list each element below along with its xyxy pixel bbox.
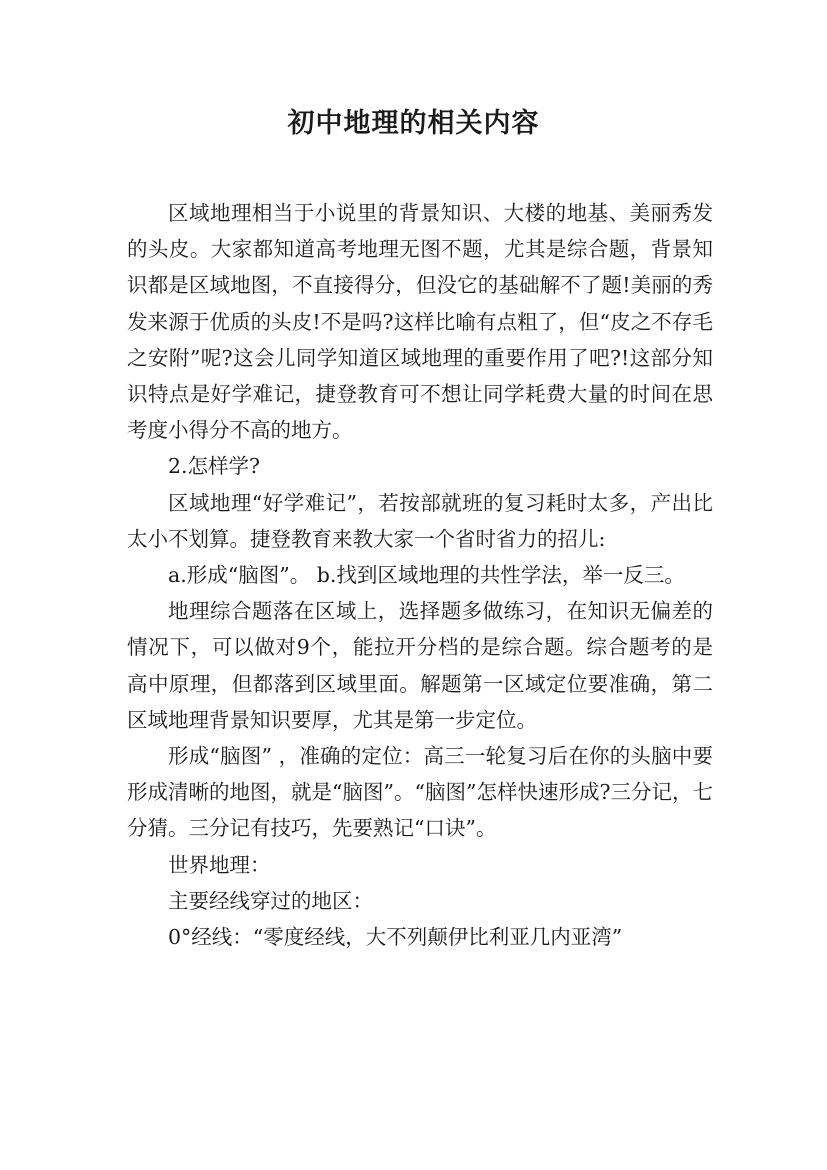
paragraph-world-geography-heading: 世界地理：: [168, 852, 271, 877]
paragraph-prime-meridian: 0°经线：“零度经线，大不列颠伊比利亚几内亚湾”: [168, 925, 623, 950]
paragraph-main-meridians-heading: 主要经线穿过的地区：: [168, 888, 373, 913]
paragraph-mind-map: 形成“脑图” ，准确的定位：高三一轮复习后在你的头脑中要形成清晰的地图，就是“脑图”。“脑图”怎样快速形成?三分记，七分猜。三分记有技巧，先要熟记“口诀”。: [127, 744, 713, 841]
paragraph-methods-list: a.形成“脑图”。 b.找到区域地理的共性学法，举一反三。: [168, 563, 685, 588]
page-title: 初中地理的相关内容: [287, 108, 540, 139]
paragraph-regional-geography-intro: 区域地理相当于小说里的背景知识、大楼的地基、美丽秀发的头皮。大家都知道高考地理无图不题，尤其是综合题，背景知识都是区域地图，不直接得分，但没它的基础解不了题!美丽的秀发来源于优质的头皮!不是吗?这样比喻有点粗了，但“皮之不存毛之安附”呢?这会儿同学知道区域地理的重要作用了吧?!这部分知识特点是好学难记，捷登教育可不想让同学耗费大量的时间在思考度小得分不高的地方。: [127, 201, 713, 443]
paragraph-comprehensive-questions: 地理综合题落在区域上，选择题多做练习，在知识无偏差的情况下，可以做对9个，能拉开分档的是综合题。综合题考的是高中原理，但都落到区域里面。解题第一区域定位要准确，第二区域地理背景知识要厚，尤其是第一步定位。: [127, 599, 713, 732]
paragraph-how-to-learn-heading: 2.怎样学?: [168, 454, 261, 479]
document-body: [127, 195, 713, 955]
paragraph-easy-to-learn-hard-to-remember: 区域地理“好学难记”，若按部就班的复习耗时太多，产出比太小不划算。捷登教育来教大家一个省时省力的招儿:: [127, 490, 713, 551]
